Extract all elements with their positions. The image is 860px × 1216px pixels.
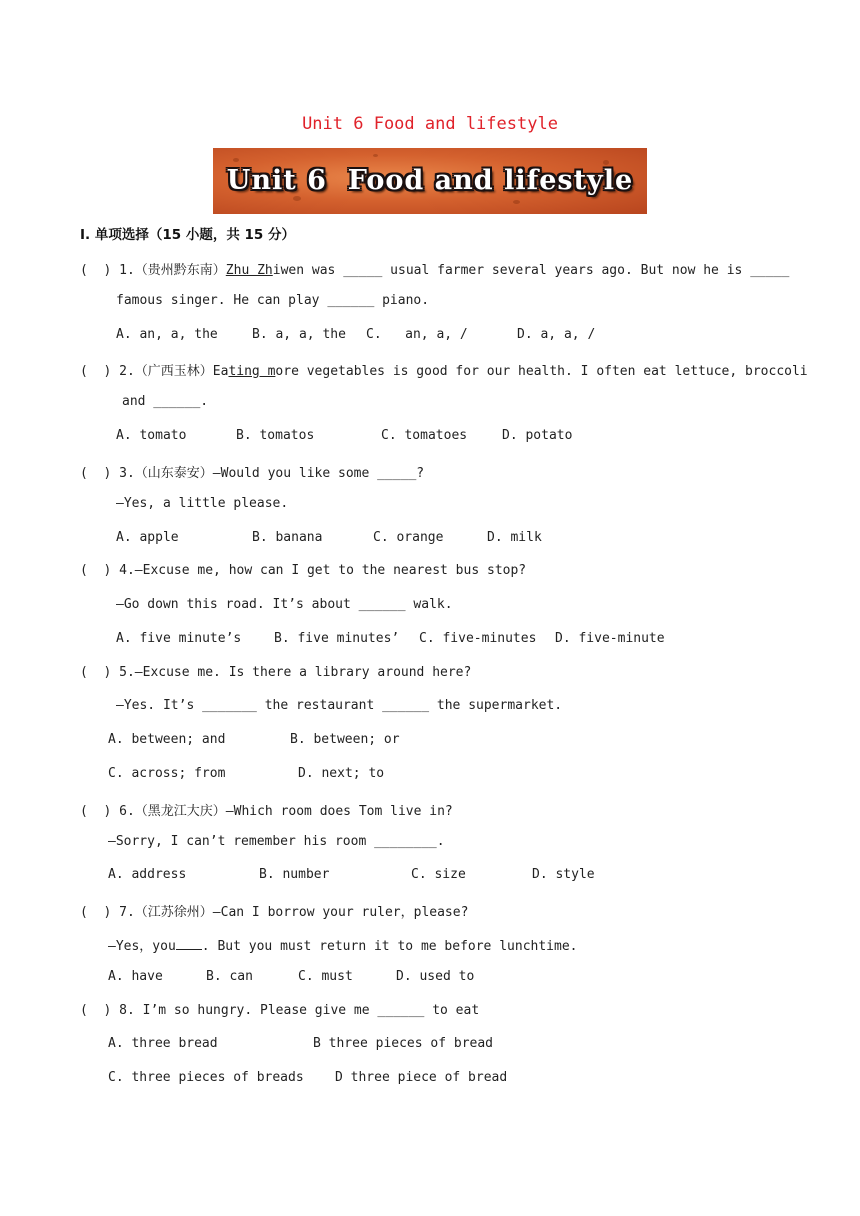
question-2-prefix: ( ) 2.（广西玉林）Ea xyxy=(80,364,229,379)
question-1-continuation: famous singer. He can play ______ piano. xyxy=(116,293,430,308)
question-1-option-b: B. a, a, the xyxy=(252,327,346,342)
question-3-option-a: A. apple xyxy=(116,530,179,545)
question-7-response-start: —Yes，you xyxy=(108,939,176,954)
question-5-option-b: B. between; or xyxy=(290,732,400,747)
question-2-option-a: A. tomato xyxy=(116,428,187,443)
question-3-option-d: D. milk xyxy=(487,530,542,545)
question-5-option-d: D. next; to xyxy=(298,766,385,781)
question-4-option-b: B. five minutes’ xyxy=(274,631,400,646)
question-2-rest: ore vegetables is good for our health. I often eat lettuce, broccoli xyxy=(275,364,808,379)
question-7-option-b: B. can xyxy=(206,969,253,984)
question-2-stem xyxy=(80,360,808,379)
question-6-option-a: A. address xyxy=(108,867,187,882)
unit-banner-image xyxy=(213,148,647,214)
banner-text: Unit 6 Food and lifestyle xyxy=(226,165,634,196)
question-5-stem: ( ) 5.—Excuse me. Is there a library around here? xyxy=(80,665,472,680)
question-4-stem: ( ) 4.—Excuse me, how can I get to the nearest bus stop? xyxy=(80,563,527,578)
question-7-stem: ( ) 7.（江苏徐州）—Can I borrow your ruler，please? xyxy=(80,905,469,920)
question-1-option-d: D. a, a, / xyxy=(517,327,596,342)
question-2-option-d: D. potato xyxy=(502,428,573,443)
question-4-option-c: C. five-minutes xyxy=(419,631,537,646)
question-3-option-b: B. banana xyxy=(252,530,323,545)
question-4-option-a: A. five minute’s xyxy=(116,631,242,646)
question-8-option-d: D three piece of bread xyxy=(335,1070,508,1085)
question-5-response: —Yes. It’s _______ the restaurant ______ the supermarket. xyxy=(116,698,563,713)
question-1-underlined: Zhu Zh xyxy=(225,263,273,278)
answer-blank xyxy=(176,939,202,950)
question-6-option-b: B. number xyxy=(259,867,330,882)
question-1-rest: iwen was _____ usual farmer several years ago. But now he is _____ xyxy=(272,263,790,278)
question-3-response: —Yes, a little please. xyxy=(116,496,289,511)
question-3-stem: ( ) 3.（山东泰安）—Would you like some _____? xyxy=(80,466,425,481)
question-6-stem: ( ) 6.（黑龙江大庆）—Which room does Tom live in? xyxy=(80,804,453,819)
document-title: Unit 6 Food and lifestyle xyxy=(302,114,558,134)
question-8-stem: ( ) 8. I’m so hungry. Please give me ______ to eat xyxy=(80,1003,480,1018)
question-7-option-c: C. must xyxy=(298,969,353,984)
question-6-option-d: D. style xyxy=(532,867,595,882)
question-3-option-c: C. orange xyxy=(373,530,444,545)
question-5-option-a: A. between; and xyxy=(108,732,226,747)
question-8-option-a: A. three bread xyxy=(108,1036,218,1051)
section-heading: Ⅰ. 单项选择（15 小题，共 15 分） xyxy=(80,227,296,243)
question-2-continuation: and ______. xyxy=(122,394,209,409)
question-4-option-d: D. five-minute xyxy=(555,631,665,646)
question-8-option-c: C. three pieces of breads xyxy=(108,1070,304,1085)
question-5-option-c: C. across; from xyxy=(108,766,226,781)
question-6-option-c: C. size xyxy=(411,867,466,882)
question-8-option-b: B three pieces of bread xyxy=(313,1036,494,1051)
question-1-stem xyxy=(80,259,789,278)
question-2-option-b: B. tomatos xyxy=(236,428,315,443)
question-1-prefix: ( ) 1.（贵州黔东南） xyxy=(80,263,226,278)
question-7-option-a: A. have xyxy=(108,969,163,984)
question-1-option-c: C. an, a, / xyxy=(366,327,468,342)
question-7-response xyxy=(108,935,577,954)
question-7-response-end: . But you must return it to me before lunchtime. xyxy=(201,939,578,954)
question-4-response: —Go down this road. It’s about ______ walk. xyxy=(116,597,453,612)
question-2-underlined: ting m xyxy=(228,364,276,379)
question-6-response: —Sorry, I can’t remember his room ________. xyxy=(108,834,445,849)
question-2-option-c: C. tomatoes xyxy=(381,428,468,443)
question-7-option-d: D. used to xyxy=(396,969,475,984)
question-1-option-a: A. an, a, the xyxy=(116,327,218,342)
